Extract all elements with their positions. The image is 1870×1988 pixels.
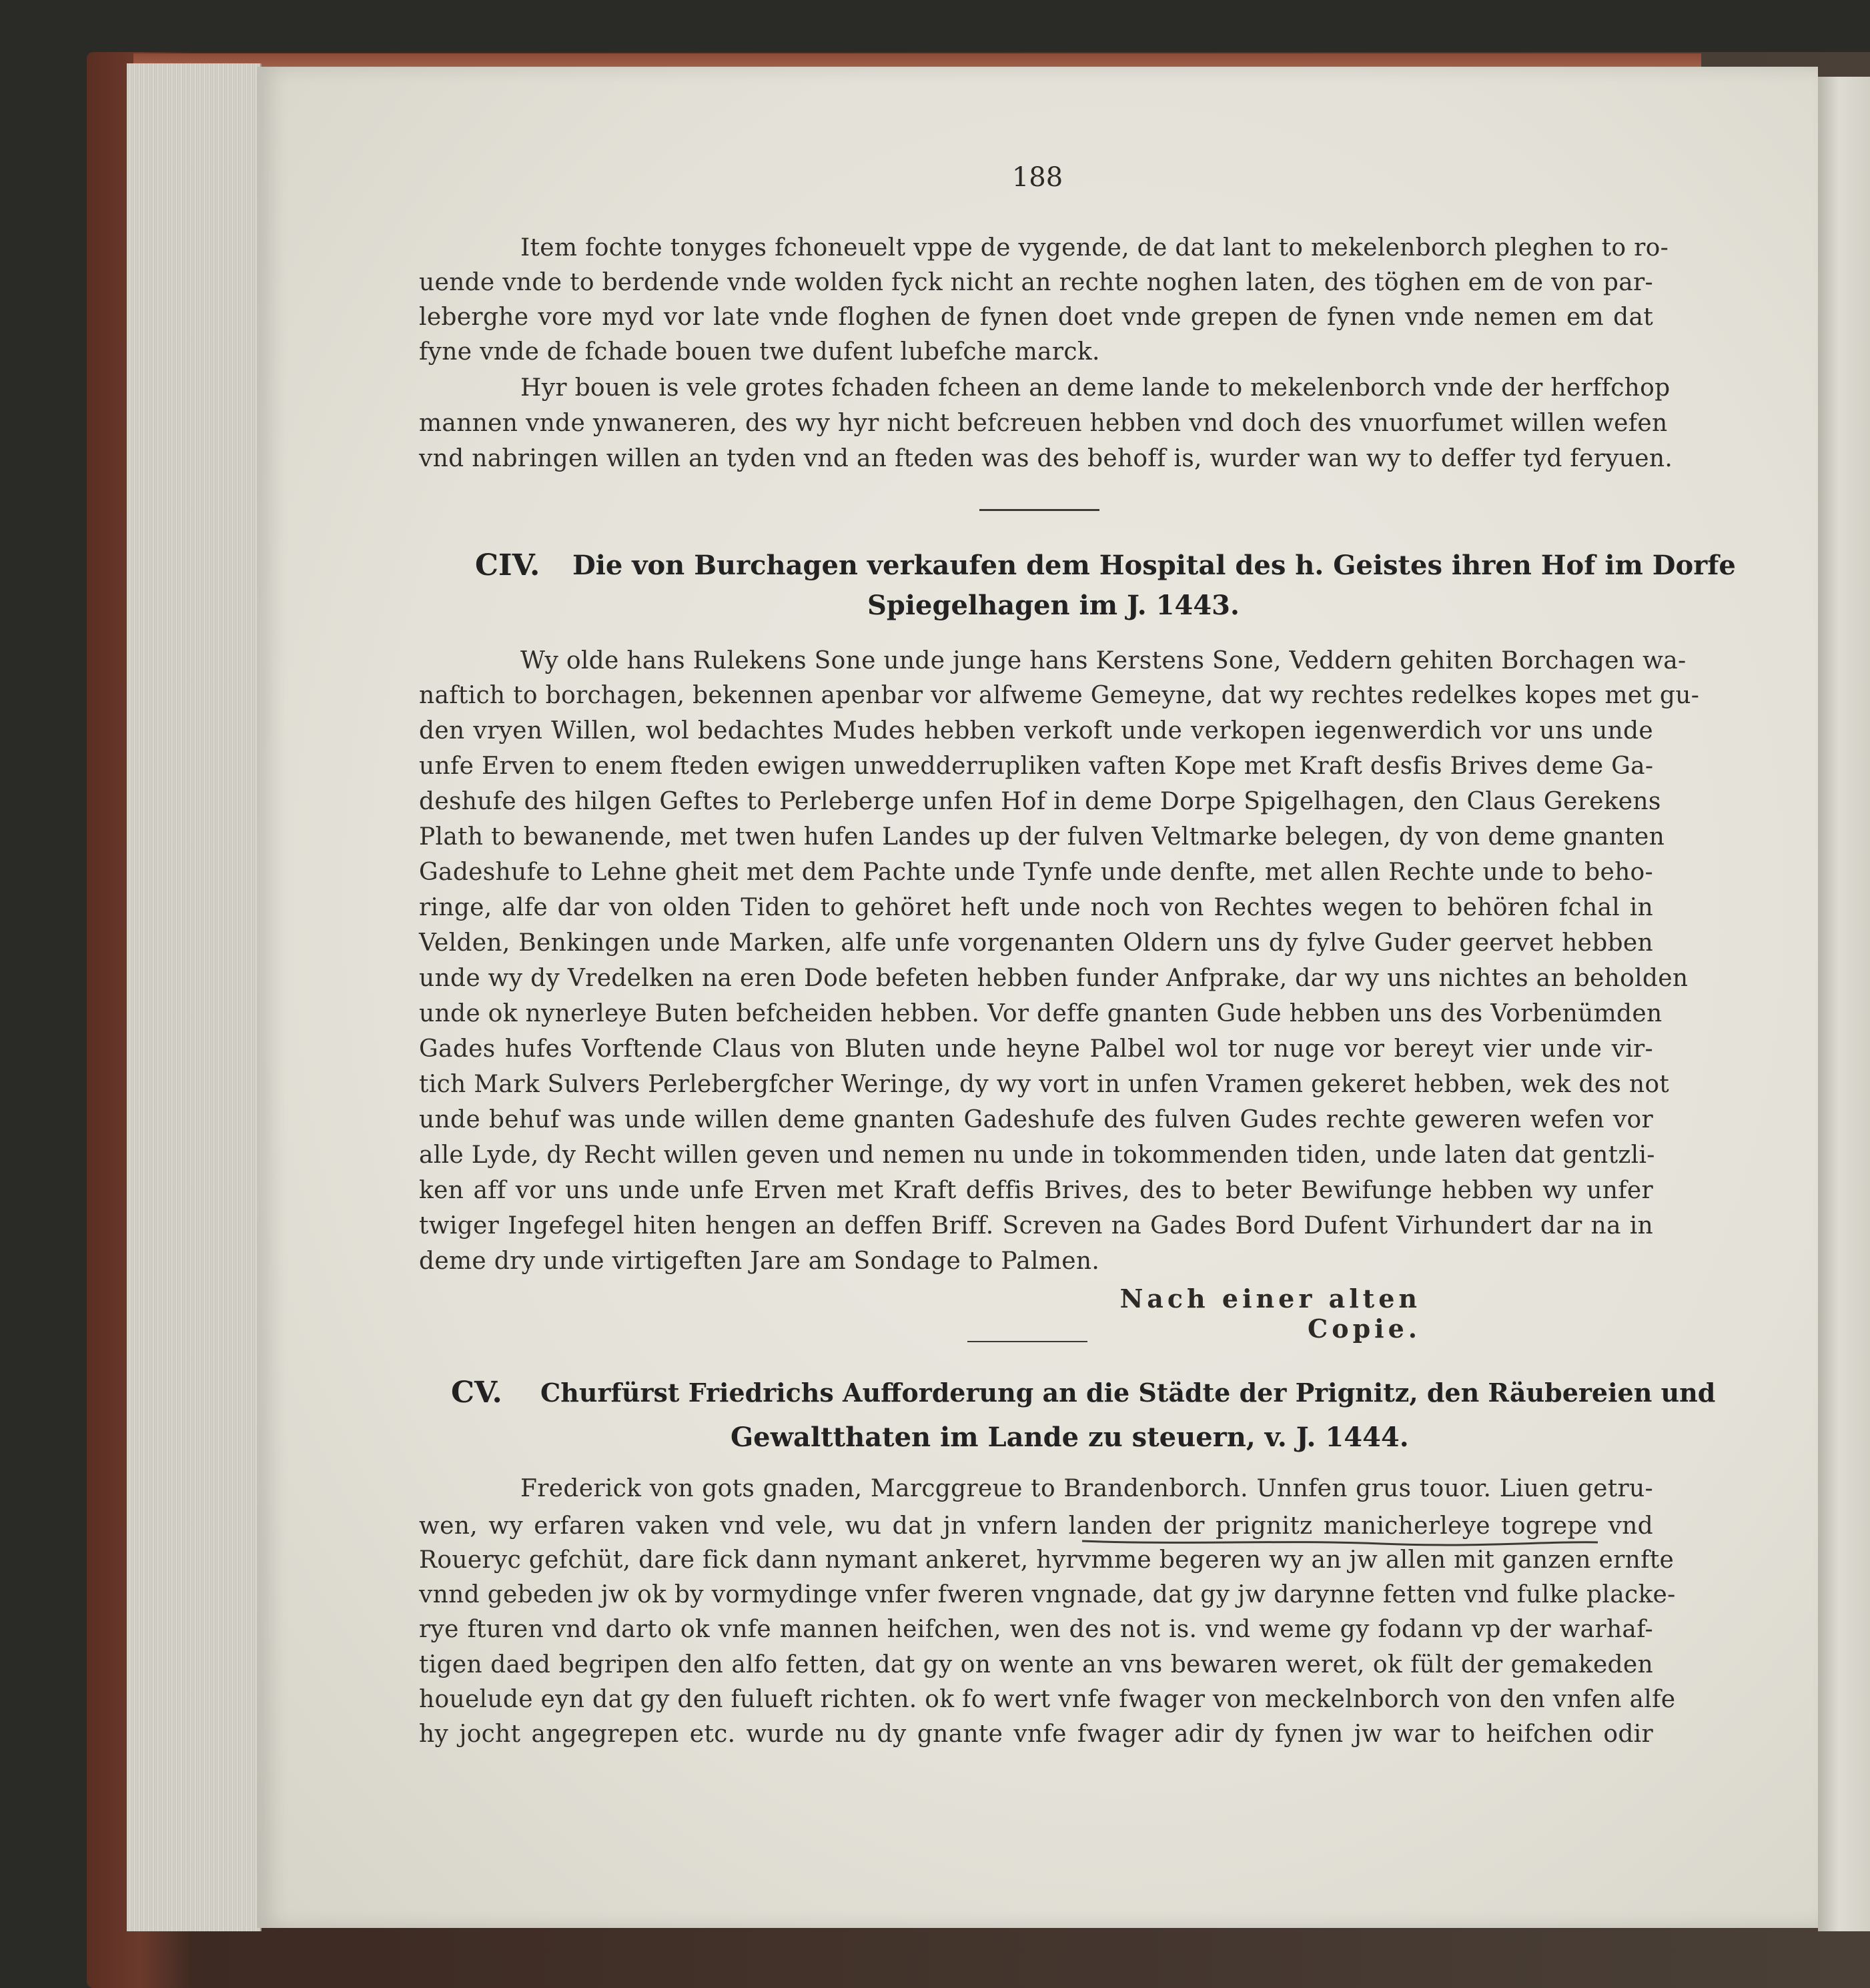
- text-line: tigen daed begripen den alfo fetten, dat gy on wente an vns bewaren weret, ok fült der gemakeden: [419, 1651, 1653, 1678]
- text-line: houelude eyn dat gy den fulueft richten. ok fo wert vnfe fwager von meckelnborch von den vnfen alfe: [419, 1686, 1676, 1713]
- text-line: hy jocht angegrepen etc. wurde nu dy gnante vnfe fwager adir dy fynen jw war to heifchen odir: [419, 1720, 1653, 1748]
- pencil-underline-mark: [1081, 1536, 1601, 1549]
- section-heading-civ-line1: Die von Burchagen verkaufen dem Hospital des h. Geistes ihren Hof im Dorfe: [572, 550, 1736, 581]
- text-line: alle Lyde, dy Recht willen geven und nemen nu unde in tokommenden tiden, unde laten dat gentzli-: [419, 1141, 1655, 1169]
- text-line: deshufe des hilgen Geftes to Perleberge unfen Hof in deme Dorpe Spigelhagen, den Claus Gerekens: [419, 788, 1661, 815]
- section-number-civ: CIV.: [475, 548, 540, 582]
- text-line: mannen vnde ynwaneren, des wy hyr nicht befcreuen hebben vnd doch des vnuorfumet willen wefen: [419, 410, 1668, 437]
- section-heading-cv-line2: Gewaltthaten im Lande zu steuern, v. J. 1444.: [731, 1422, 1409, 1453]
- next-page-edge: [1818, 77, 1870, 1931]
- text-line: naftich to borchagen, bekennen apenbar vor alfweme Gemeyne, dat wy rechtes redelkes kopes met gu-: [419, 682, 1700, 709]
- text-line: tich Mark Sulvers Perlebergfcher Weringe, dy wy vort in unfen Vramen gekeret hebben, wek des not: [419, 1071, 1670, 1098]
- page-stack-edge: [127, 63, 262, 1931]
- text-line: fyne vnde de fchade bouen twe dufent lubefche marck.: [419, 338, 1100, 366]
- text-line: rye fturen vnd darto ok vnfe mannen heifchen, wen des not is. vnd weme gy fodann vp der warhaf-: [419, 1616, 1653, 1643]
- text-line: wen, wy erfaren vaken vnd vele, wu dat jn vnfern landen der prignitz manicherleye togrepe vnd: [419, 1512, 1653, 1540]
- text-line: Plath to bewanende, met twen hufen Landes up der fulven Veltmarke belegen, dy von deme gnanten: [419, 823, 1665, 851]
- text-line: twiger Ingefegel hiten hengen an deffen Briff. Screven na Gades Bord Dufent Virhundert dar na in: [419, 1212, 1653, 1239]
- text-line: ringe, alfe dar von olden Tiden to gehöret heft unde noch von Rechtes wegen to behören fchal in: [419, 894, 1653, 921]
- text-line: unde ok nynerleye Buten befcheiden hebben. Vor deffe gnanten Gude hebben uns des Vorbenümden: [419, 1000, 1663, 1027]
- section-number-cv: CV.: [451, 1376, 502, 1410]
- text-line: deme dry unde virtigeften Jare am Sondage to Palmen.: [419, 1248, 1100, 1275]
- text-line: Velden, Benkingen unde Marken, alfe unfe vorgenanten Oldern uns dy fylve Guder geervet hebben: [419, 929, 1653, 957]
- text-line: uende vnde to berdende vnde wolden fyck nicht an rechte noghen laten, des töghen em de von par-: [419, 269, 1653, 296]
- text-line: unfe Erven to enem fteden ewigen unwedderrupliken vaften Kope met Kraft desfis Brives deme Ga-: [419, 753, 1654, 780]
- section-heading-civ-line2: Spiegelhagen im J. 1443.: [867, 590, 1240, 621]
- text-line: Frederick von gots gnaden, Marcggreue to Brandenborch. Unnfen grus touor. Liuen getru-: [520, 1475, 1653, 1502]
- text-line: Gades hufes Vorftende Claus von Bluten unde heyne Palbel wol tor nuge vor bereyt vier unde vir-: [419, 1035, 1653, 1063]
- section-divider: [979, 509, 1099, 511]
- source-note: Nach einer alten Copie.: [1119, 1284, 1421, 1344]
- text-line: ken aff vor uns unde unfe Erven met Kraft deffis Brives, des to beter Bewifunge hebben wy unfer: [419, 1177, 1653, 1204]
- text-line: Roueryc gefchüt, dare fick dann nymant ankeret, hyrvmme begeren wy an jw allen mit ganzen ernfte: [419, 1546, 1675, 1574]
- text-line: Hyr bouen is vele grotes fchaden fcheen an deme lande to mekelenborch vnde der herffchop: [520, 374, 1671, 402]
- text-line: Item fochte tonyges fchoneuelt vppe de vygende, de dat lant to mekelenborch pleghen to ro-: [520, 234, 1669, 262]
- text-line: vnnd gebeden jw ok by vormydinge vnfer fweren vngnade, dat gy jw darynne fetten vnd fulke placke-: [419, 1581, 1676, 1608]
- text-line: unde wy dy Vredelken na eren Dode befeten hebben funder Anfprake, dar wy uns nichtes an beholden: [419, 965, 1689, 992]
- text-line: leberghe vore myd vor late vnde floghen de fynen doet vnde grepen de fynen vnde nemen em dat: [419, 304, 1653, 331]
- text-line: Gadeshufe to Lehne gheit met dem Pachte unde Tynfe unde denfte, met allen Rechte unde to beho-: [419, 859, 1653, 886]
- text-line: Wy olde hans Rulekens Sone unde junge hans Kerstens Sone, Veddern gehiten Borchagen wa-: [520, 647, 1687, 674]
- section-heading-cv-line1: Churfürst Friedrichs Aufforderung an die Städte der Prignitz, den Räubereien und: [540, 1378, 1716, 1408]
- page-number: 188: [1011, 162, 1063, 193]
- text-line: vnd nabringen willen an tyden vnd an fteden was des behoff is, wurder wan wy to deffer tyd feryuen.: [419, 445, 1673, 472]
- section-divider: [967, 1341, 1087, 1342]
- text-line: den vryen Willen, wol bedachtes Mudes hebben verkoft unde verkopen iegenwerdich vor uns unde: [419, 717, 1653, 744]
- text-line: unde behuf was unde willen deme gnanten Gadeshufe des fulven Gudes rechte geweren wefen vor: [419, 1106, 1653, 1133]
